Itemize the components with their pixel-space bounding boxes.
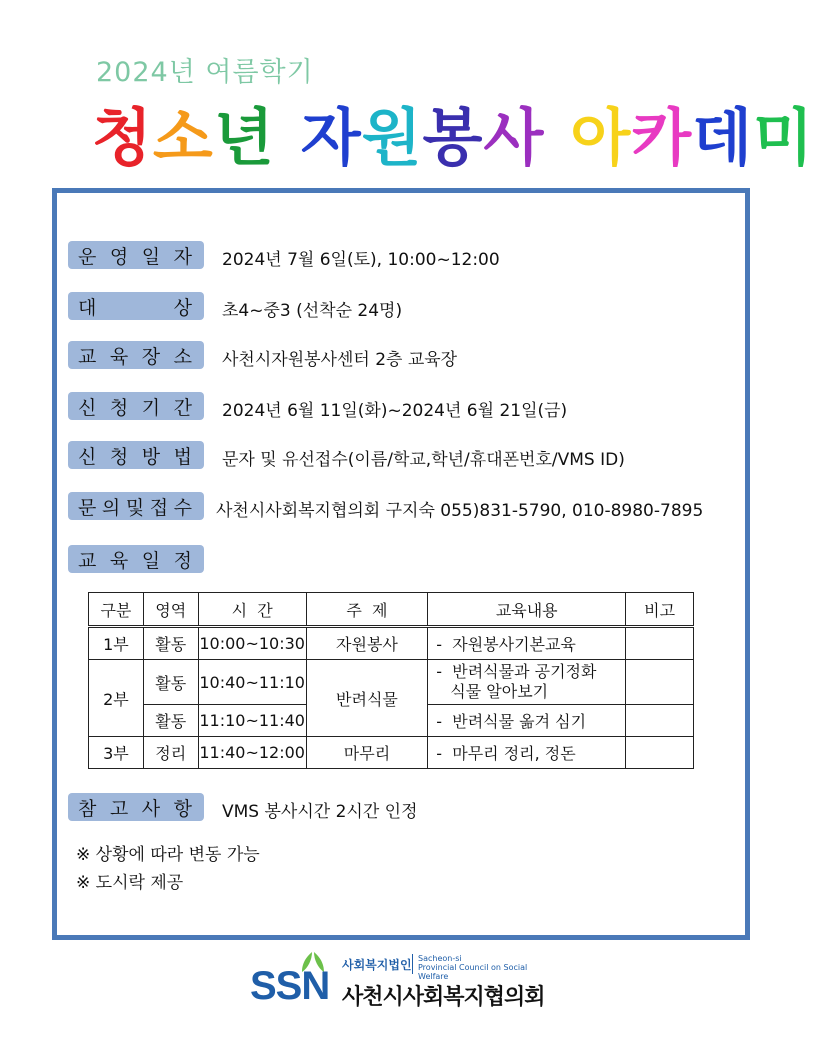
label-char: 영 [109, 245, 131, 268]
col-header: 시 간 [198, 593, 306, 627]
eng-line: Sacheon-si [418, 954, 462, 963]
table-header-row [89, 593, 694, 627]
label-char: 육 [109, 345, 131, 368]
cell-part: 3부 [89, 737, 144, 769]
label-reference [68, 793, 204, 821]
label-char: 문 [78, 496, 99, 519]
label-char: 수 [173, 496, 194, 519]
label-char: 소 [173, 345, 194, 368]
cell-area: 활동 [143, 627, 198, 660]
title-char: 년 [213, 101, 275, 174]
col-header: 비고 [626, 593, 694, 627]
note-line: ※ 도시락 제공 [76, 873, 184, 893]
cell-content [428, 660, 626, 705]
title-char: 소 [152, 101, 214, 174]
label-char: 기 [141, 396, 163, 419]
cell-area: 정리 [143, 737, 198, 769]
title-char: 카 [631, 101, 693, 174]
value-contact: 사천시사회복지협의회 구지숙 055)831-5790, 010-8980-7895 [216, 501, 704, 521]
label-apply-method [68, 441, 204, 469]
label-char: 상 [173, 296, 194, 319]
cell-note [626, 737, 694, 769]
cell-note [626, 705, 694, 737]
label-char: 및 [125, 496, 147, 519]
org-logo [250, 950, 560, 1010]
label-operation-date [68, 241, 204, 269]
schedule-table [88, 592, 694, 769]
label-char: 교 [78, 345, 99, 368]
cell-topic: 반려식물 [306, 660, 428, 737]
content-line: 식물 알아보기 [450, 682, 549, 701]
cell-area: 활동 [143, 705, 198, 737]
cell-note [626, 660, 694, 705]
label-target [68, 292, 204, 320]
label-char: 일 [141, 245, 163, 268]
cell-area: 활동 [143, 660, 198, 705]
title-char: 자 [300, 101, 362, 174]
table-row [89, 737, 694, 769]
label-schedule [68, 545, 204, 573]
col-header: 교육내용 [428, 593, 626, 627]
main-title [92, 88, 814, 177]
note-line: ※ 상황에 따라 변동 가능 [76, 845, 260, 865]
label-char: 일 [141, 549, 163, 572]
title-char: 봉 [422, 101, 484, 174]
label-char: 방 [141, 445, 163, 468]
label-char: 자 [173, 245, 194, 268]
title-char: 원 [361, 101, 423, 174]
title-char: 사 [483, 101, 545, 174]
col-header: 주 제 [306, 593, 428, 627]
cell-time: 11:40~12:00 [198, 737, 306, 769]
label-char: 청 [109, 445, 131, 468]
value-reference: VMS 봉사시간 2시간 인정 [222, 802, 418, 822]
label-char: 대 [78, 296, 99, 319]
cell-note [626, 627, 694, 660]
label-char: 신 [78, 445, 99, 468]
label-char: 참 [78, 797, 99, 820]
eng-org-name [418, 954, 560, 981]
value-venue: 사천시자원봉사센터 2층 교육장 [222, 350, 458, 370]
label-char: 항 [173, 797, 194, 820]
cell-time: 10:40~11:10 [198, 660, 306, 705]
cell-time: 11:10~11:40 [198, 705, 306, 737]
cell-content: - 마무리 정리, 정돈 [428, 737, 626, 769]
eng-line: Provincial Council on Social Welfare [418, 963, 528, 981]
cell-content: - 반려식물 옮겨 심기 [428, 705, 626, 737]
cell-content: - 자원봉사기본교육 [428, 627, 626, 660]
cell-topic: 자원봉사 [306, 627, 428, 660]
label-char: 청 [109, 396, 131, 419]
cell-part: 2부 [89, 660, 144, 737]
table-row [89, 627, 694, 660]
label-apply-period [68, 392, 204, 420]
label-char: 육 [109, 549, 131, 572]
label-char: 신 [78, 396, 99, 419]
value-target: 초4~중3 (선착순 24명) [222, 301, 403, 321]
col-header: 구분 [89, 593, 144, 627]
label-char: 교 [78, 549, 99, 572]
label-char: 정 [173, 549, 194, 572]
title-char: 청 [92, 101, 153, 174]
title-char: 아 [570, 101, 632, 174]
label-char: 사 [141, 797, 163, 820]
label-char: 간 [173, 396, 194, 419]
value-apply-period: 2024년 6월 11일(화)~2024년 6월 21일(금) [222, 401, 568, 421]
cell-part: 1부 [89, 627, 144, 660]
label-char: 의 [101, 496, 123, 519]
value-apply-method: 문자 및 유선접수(이름/학교,학년/휴대폰번호/VMS ID) [222, 450, 625, 470]
logo-divider [412, 954, 413, 974]
content-line: - 반려식물과 공기정화 [436, 662, 597, 681]
label-char: 운 [78, 245, 99, 268]
title-char: 미 [753, 101, 814, 174]
ssn-logo-text: SSN [250, 964, 330, 1008]
label-contact [68, 492, 204, 520]
corp-label: 사회복지법인 [342, 958, 412, 972]
label-char: 접 [149, 496, 171, 519]
label-char: 법 [173, 445, 194, 468]
label-char: 장 [141, 345, 163, 368]
org-name: 사천시사회복지협의회 [342, 985, 545, 1010]
title-char: 데 [692, 101, 754, 174]
cell-topic: 마무리 [306, 737, 428, 769]
col-header: 영역 [143, 593, 198, 627]
label-venue [68, 341, 204, 369]
table-row [89, 660, 694, 705]
cell-time: 10:00~10:30 [198, 627, 306, 660]
value-operation-date: 2024년 7월 6일(토), 10:00~12:00 [222, 250, 500, 270]
label-char: 고 [109, 797, 131, 820]
subtitle: 2024년 여름학기 [96, 57, 314, 88]
